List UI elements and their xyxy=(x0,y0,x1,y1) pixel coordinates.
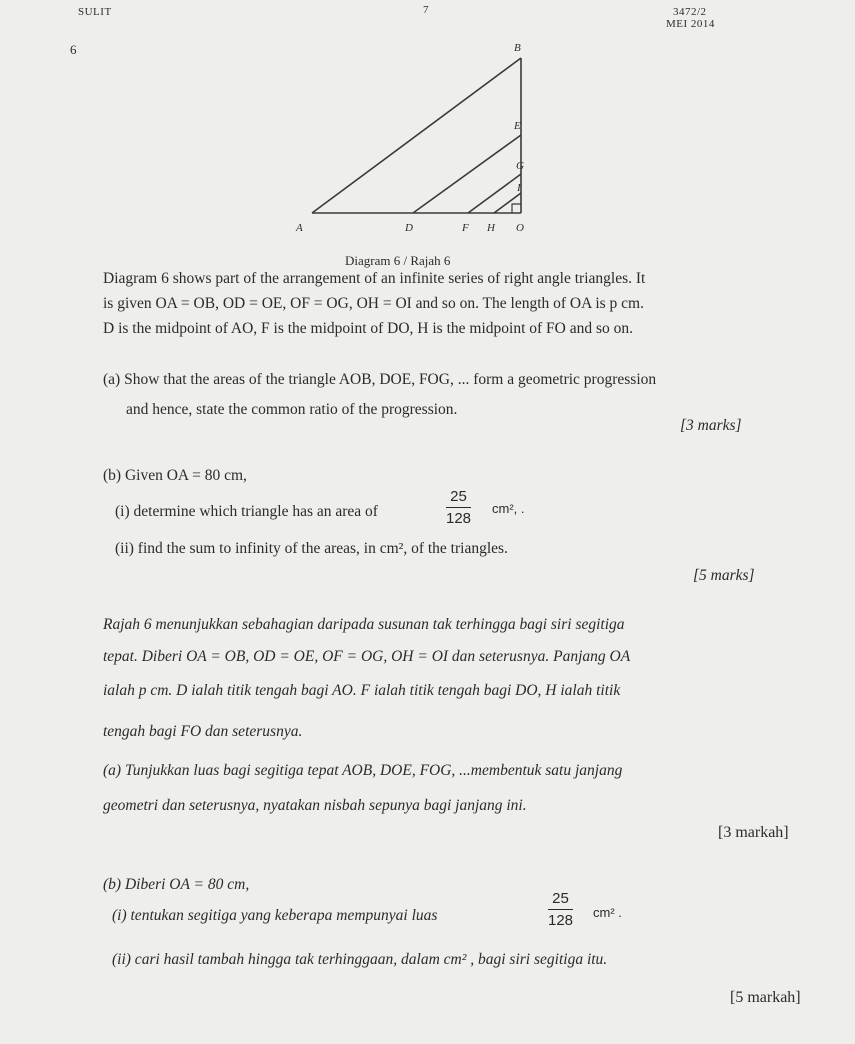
line-FG xyxy=(468,174,521,213)
en-part-b-given: (b) Given OA = 80 cm, xyxy=(103,467,247,484)
en-part-b-ii: (ii) find the sum to infinity of the areas, in cm², of the triangles. xyxy=(115,540,508,557)
en-intro-line3: D is the midpoint of AO, F is the midpoint of DO, H is the midpoint of FO and so on. xyxy=(103,320,634,337)
label-D: D xyxy=(405,222,413,234)
header-sulit: SULIT xyxy=(78,6,112,18)
label-F: F xyxy=(462,222,469,234)
ms-part-b-ii: (ii) cari hasil tambah hingga tak terhinggaan, dalam cm² , bagi siri segitiga itu. xyxy=(112,951,608,968)
exam-session: MEI 2014 xyxy=(666,18,715,30)
en-part-a-line1: (a) Show that the areas of the triangle AOB, DOE, FOG, ... form a geometric progression xyxy=(103,371,657,388)
en-intro-line1: Diagram 6 shows part of the arrangement of an infinite series of right angle triangles. It xyxy=(103,270,646,287)
page-number: 7 xyxy=(423,4,429,16)
ms-part-a-marks: [3 markah] xyxy=(718,824,789,841)
ms-part-b-i-unit: cm² . xyxy=(593,905,622,920)
en-part-a-marks: [3 marks] xyxy=(680,417,742,434)
line-AB xyxy=(312,58,521,213)
en-fraction-numerator: 25 xyxy=(446,488,471,508)
ms-intro-line2: tepat. Diberi OA = OB, OD = OE, OF = OG, OH = OI dan seterusnya. Panjang OA xyxy=(103,648,631,665)
paper-code: 3472/2 xyxy=(673,6,707,18)
triangle-diagram xyxy=(0,0,855,260)
en-fraction-denominator: 128 xyxy=(446,510,472,527)
right-angle-marker xyxy=(512,204,521,213)
ms-intro-line4: tengah bagi FO dan seterusnya. xyxy=(103,723,303,740)
label-B: B xyxy=(514,42,521,54)
en-part-a-line2: and hence, state the common ratio of the progression. xyxy=(126,401,458,418)
ms-part-a-line2: geometri dan seterusnya, nyatakan nisbah sepunya bagi janjang ini. xyxy=(103,797,527,814)
ms-part-a-line1: (a) Tunjukkan luas bagi segitiga tepat AOB, DOE, FOG, ...membentuk satu janjang xyxy=(103,762,623,779)
ms-part-b-marks: [5 markah] xyxy=(730,989,801,1006)
label-O: O xyxy=(516,222,524,234)
label-A: A xyxy=(296,222,303,234)
ms-part-b-i: (i) tentukan segitiga yang keberapa mempunyai luas xyxy=(112,907,438,924)
ms-intro-line1: Rajah 6 menunjukkan sebahagian daripada susunan tak terhingga bagi siri segitiga xyxy=(103,616,625,633)
en-intro-line2: is given OA = OB, OD = OE, OF = OG, OH = OI and so on. The length of OA is p cm. xyxy=(103,295,644,312)
diagram-caption: Diagram 6 / Rajah 6 xyxy=(345,253,451,268)
ms-fraction-numerator: 25 xyxy=(548,890,573,910)
en-part-b-marks: [5 marks] xyxy=(693,567,755,584)
ms-part-b-given: (b) Diberi OA = 80 cm, xyxy=(103,876,250,893)
label-E: E xyxy=(514,120,521,132)
question-number: 6 xyxy=(70,42,77,57)
label-H: H xyxy=(487,222,495,234)
label-I: I xyxy=(517,182,521,194)
ms-fraction xyxy=(548,890,573,929)
label-G: G xyxy=(516,160,524,172)
en-part-b-i-unit: cm², . xyxy=(492,501,525,516)
ms-intro-line3: ialah p cm. D ialah titik tengah bagi AO. F ialah titik tengah bagi DO, H ialah titik xyxy=(103,682,621,699)
en-part-b-i: (i) determine which triangle has an area of xyxy=(115,503,378,520)
ms-fraction-denominator: 128 xyxy=(548,912,574,929)
en-fraction xyxy=(446,488,471,527)
line-HI xyxy=(494,193,521,213)
line-DE xyxy=(413,135,521,213)
